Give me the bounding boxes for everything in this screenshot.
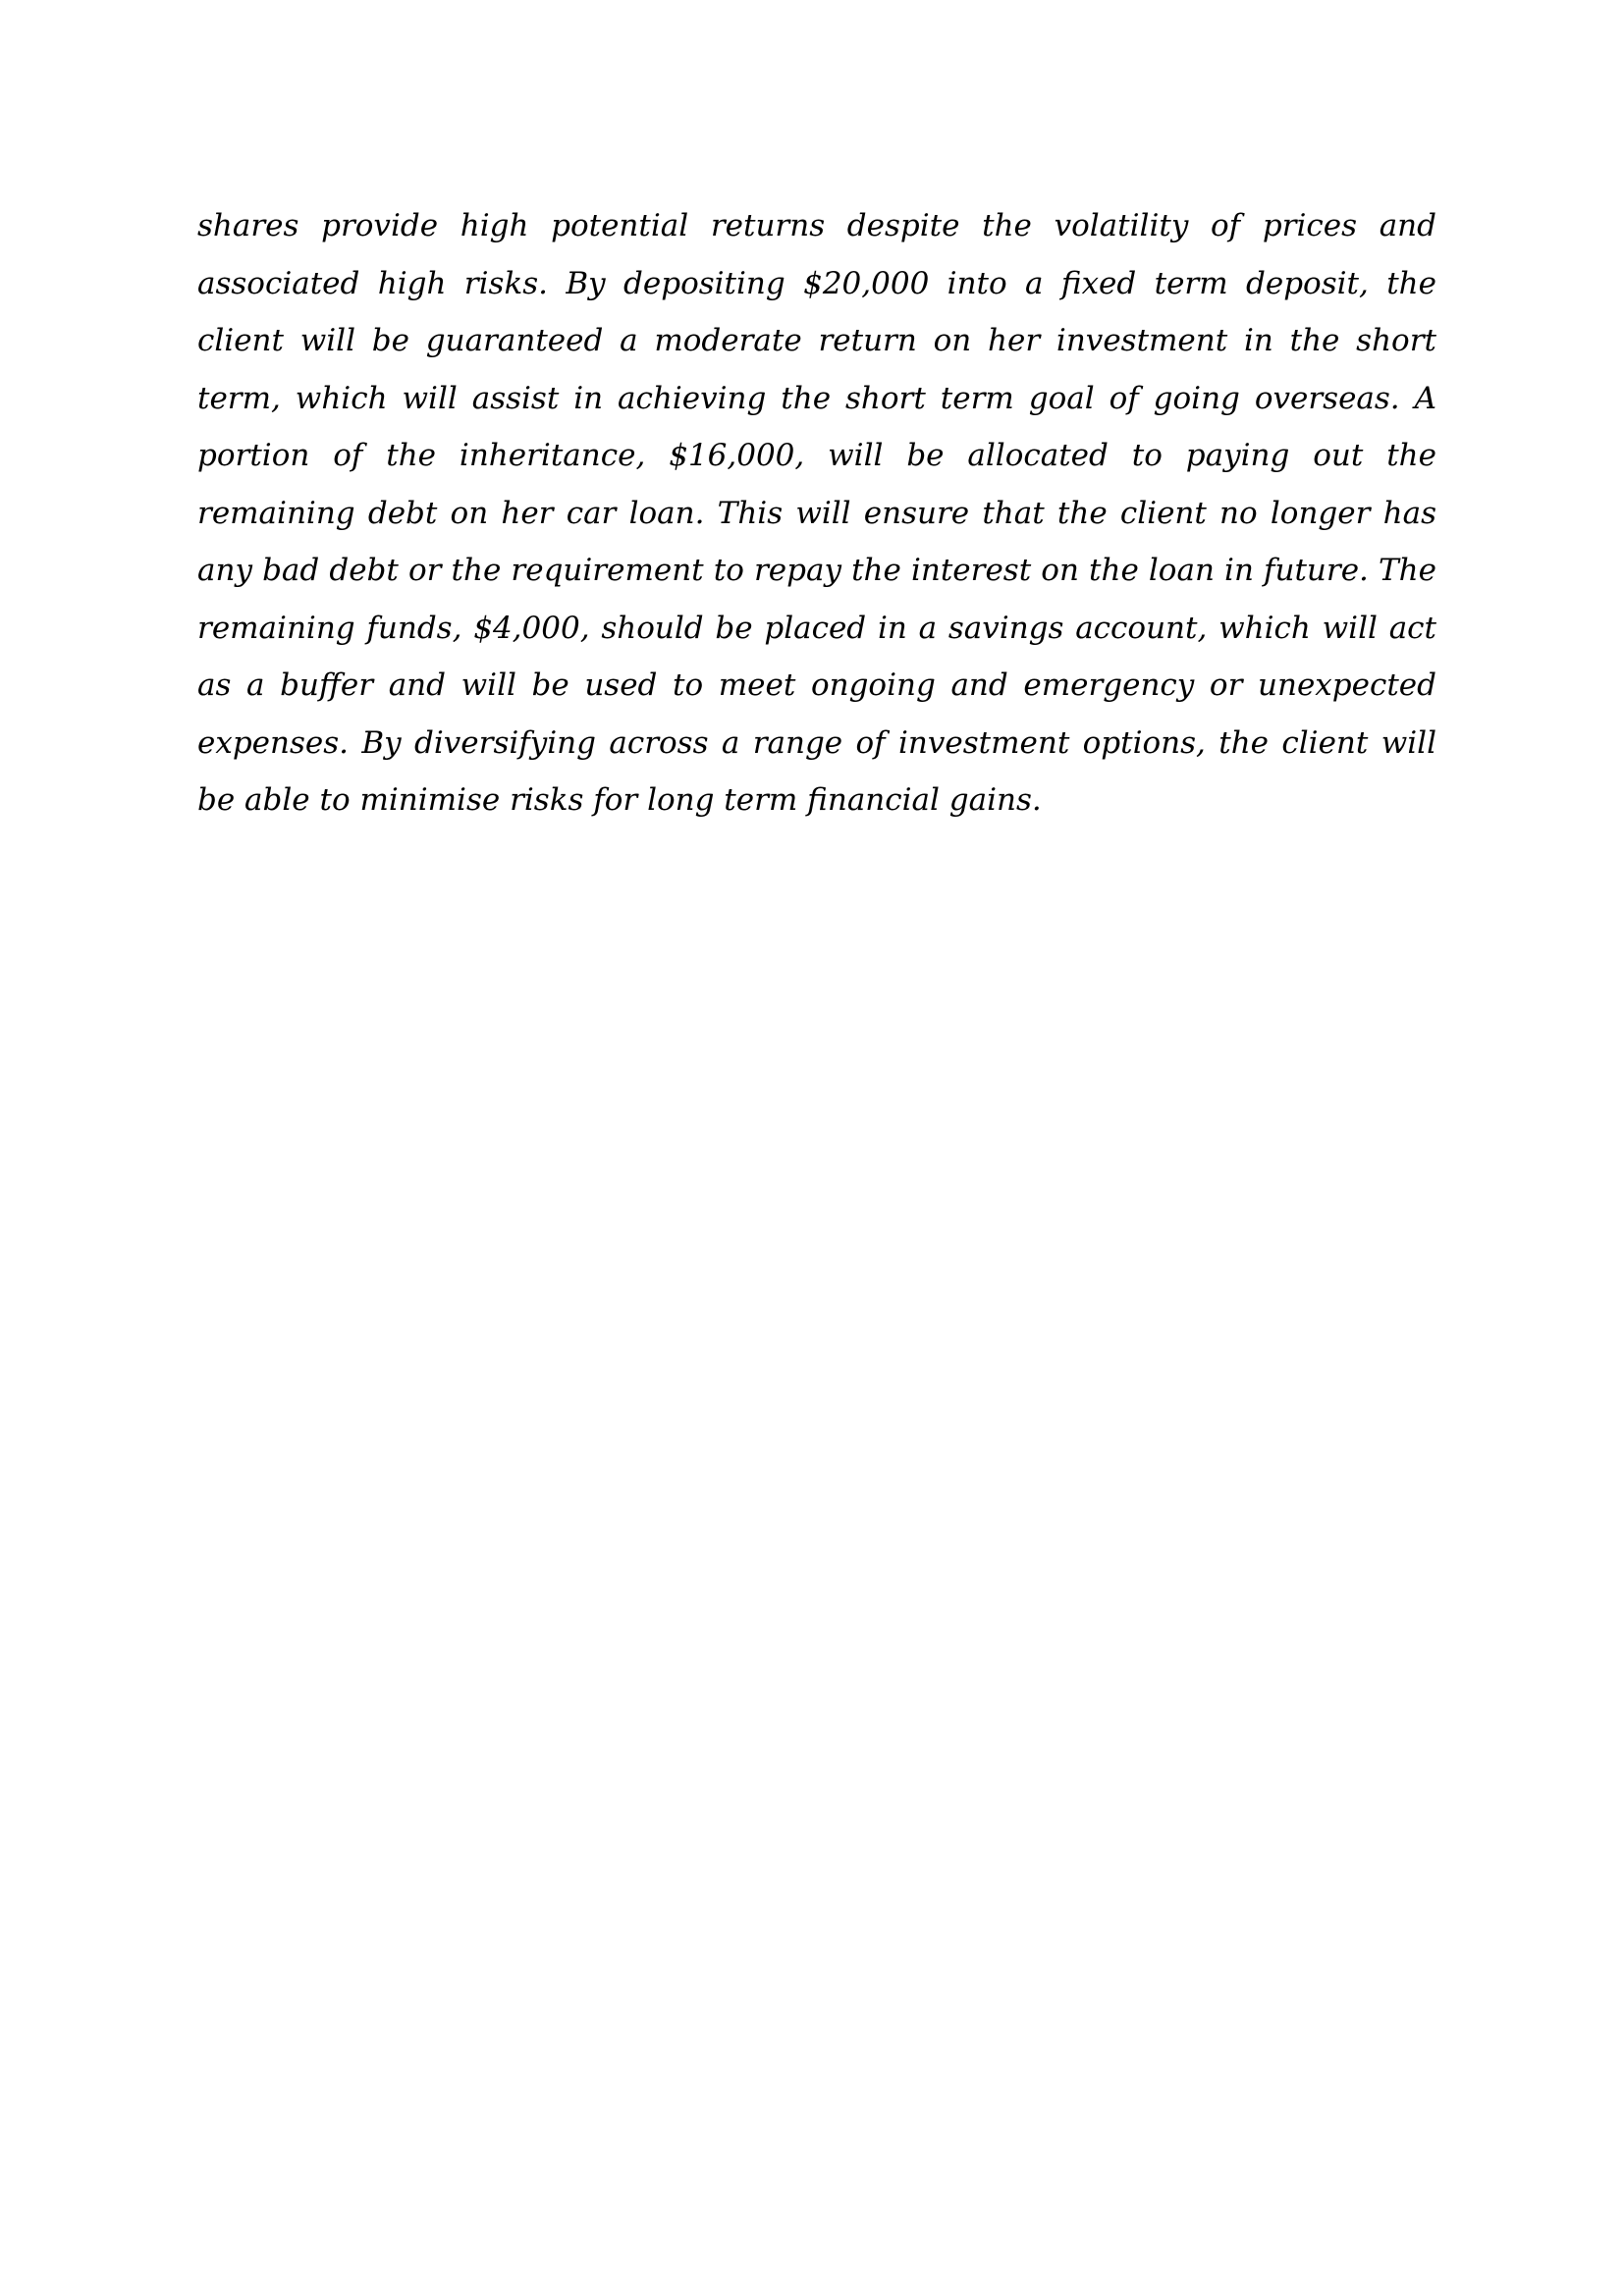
- body-paragraph: shares provide high potential returns despite the volatility of prices and associated high risks. By depositing $20,000 into a fixed term deposit, the client will be guaranteed a moderate return on her investment in the short term, which will assist in achieving the short term goal of going overseas. A portion of the inheritance, $16,000, will be allocated to paying out the remaining debt on her car loan. This will ensure that the client no longer has any bad debt or the requirement to repay the interest on the loan in future. The remaining funds, $4,000, should be placed in a savings account, which will act as a buffer and will be used to meet ongoing and emergency or unexpected expenses. By diversifying across a range of investment options, the client will be able to minimise risks for long term financial gains.: [197, 208, 1436, 818]
